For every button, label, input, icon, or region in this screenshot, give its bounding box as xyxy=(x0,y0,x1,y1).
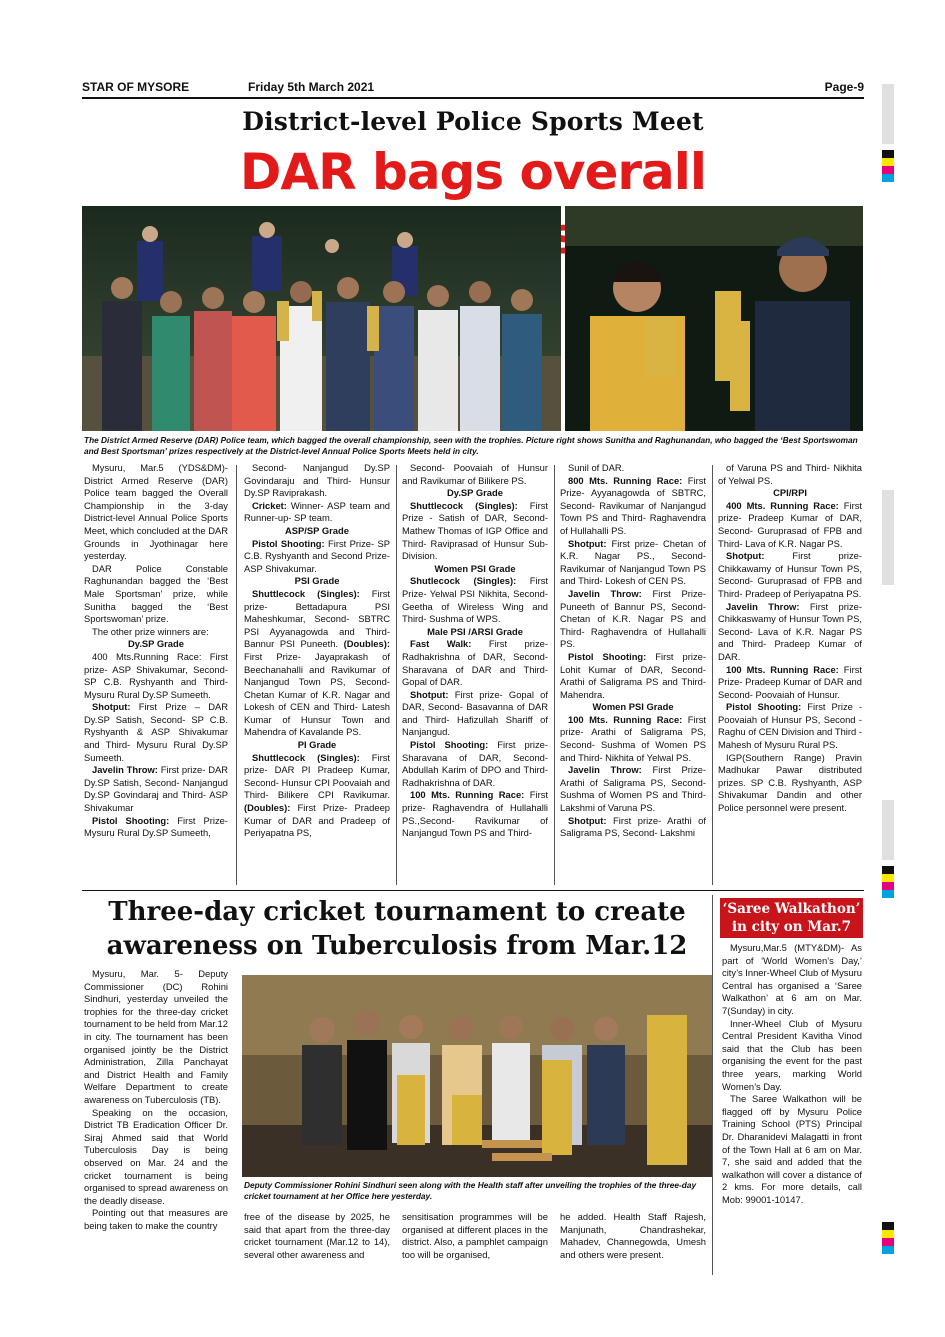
paragraph: Shotput: First prize- Arathi of Saligrama PS, Second- Lakshmi xyxy=(560,814,706,839)
column-divider xyxy=(554,465,555,885)
paragraph: Shuttlecock (Singles): First prize- DAR PI Pradeep Kumar, Second- Hunsur CPI Poovaiah and Third- Bilikere CPI Ravikumar. (Doubles): First Prize- Pradeep Kumar of DAR and Pradeep of Periyapatna PS, xyxy=(244,751,390,839)
lead-headline: DAR bags overall xyxy=(239,143,707,201)
paragraph: he added. Health Staff Rajesh, Manjunath, Chandrashekar, Mahadev, Channegowda, Umesh and others were present. xyxy=(560,1211,706,1260)
cricket-column-2 xyxy=(244,1211,390,1261)
column-divider xyxy=(396,465,397,885)
paragraph: DAR Police Constable Raghunandan bagged the ‘Best Male Sportsman’ prize, while Sunitha bagged the ‘Best Sportswoman’ prize. xyxy=(84,562,228,625)
paragraph: Shuttlecock (Singles): First prize- Bettadapura PSI Maheshkumar, Second- SBTRC PSI Ayyanagowda and Third- Bannur PSI Puneeth. (Doubles): First Prize- Jayaprakash of Beechanahalli and Ravikumar of Nanjangud Town PS, Second- Chetan Kumar of K.R. Nagar and Lokesh of CEN and Third- Latesh Kumar of Hunsur Town and Mahendra of Kavalande PS. xyxy=(244,587,390,738)
subhead: Male PSI /ARSI Grade xyxy=(427,625,523,637)
print-registration-bars-lower xyxy=(882,800,894,898)
paragraph: Sunil of DAR. xyxy=(568,462,625,473)
paragraph: Inner-Wheel Club of Mysuru Central President Kavitha Vinod said that the Club has been organising the event for the past three years, marking World Women’s Day. xyxy=(722,1017,862,1092)
subhead: ASP/SP Grade xyxy=(285,524,349,536)
article-column-1 xyxy=(84,462,228,840)
paragraph: Shotput: First prize- Chikkawamy of Hunsur Town PS, Second- Guruprasad of FPB and Third- Pradeep of Periyapatna PS. xyxy=(718,550,862,599)
section-rule xyxy=(82,890,864,891)
column-divider xyxy=(712,465,713,885)
paragraph: sensitisation programmes will be organised at different places in the district. Also, a pamphlet campaign too will be organised, xyxy=(402,1211,548,1260)
cricket-photo-caption: Deputy Commissioner Rohini Sindhuri seen along with the Health staff after unveiling the trophies of the three-day cricket tournament at her Office here yesterday. xyxy=(244,1180,697,1201)
article-column-3 xyxy=(402,462,548,840)
paragraph: The other prize winners are: xyxy=(92,625,209,637)
paragraph: Shuttlecock (Singles): First Prize - Satish of DAR, Second- Mathew Thomas of IGP Office and Third- Raviprasad of Hunsur Sub-Division. xyxy=(402,499,548,562)
cricket-column-3 xyxy=(402,1211,548,1261)
page-number: Page-9 xyxy=(824,80,864,94)
paragraph: Shutlecock (Singles): First Prize- Yelwal PSI Nikhita, Second- Geetha of Wireless Wing and Third- Sushma of WPS. xyxy=(402,575,548,625)
paragraph: Pistol Shooting: First Prize - Poovaiah of Hunsur PS, Second - Raghu of CEN Division and Third - Mahesh of Mysuru Rural PS. xyxy=(718,701,862,751)
subhead: CPI/RPI xyxy=(773,487,807,499)
best-sportsperson-photo xyxy=(565,206,863,431)
paragraph: Javelin Throw: First prize- Chikkaswamy of Hunsur Town PS, Second- Lava of K.R. Nagar PS and Third- Pradeep Kumar of DAR. xyxy=(718,600,862,662)
subhead: Women PSI Grade xyxy=(434,562,516,574)
paragraph: Mysuru,Mar.5 (MTY&DM)- As part of ‘World Women’s Day,’ city’s Inner-Wheel Club of Mysuru Central has organised a ‘Saree Walkathon’ at 6 am on Mar. 7(Sunday) in city. xyxy=(722,942,862,1016)
paragraph: Speaking on the occasion, District TB Eradication Officer Dr. Siraj Ahmed said that World Tuberculosis Day is being observed on Mar. 24 and the cricket tournament is being organised to spread awareness on the deadly disease. xyxy=(84,1106,228,1206)
paragraph: Second- Poovaiah of Hunsur and Ravikumar of Bilikere PS. xyxy=(402,462,548,486)
paragraph: Pistol Shooting: First prize- Lohit Kumar of DAR, Second- Arathi of Saligrama PS and Third- Mahendra. xyxy=(560,650,706,700)
paragraph: of Varuna PS and Third- Nikhita of Yelwal PS. xyxy=(718,462,862,486)
paragraph: Shotput: First prize- Gopal of DAR, Second- Basavanna of DAR and Third- Hafizullah Shariff of Nanjangud. xyxy=(402,688,548,738)
team-photo xyxy=(82,206,561,431)
paragraph: free of the disease by 2025, he said that apart from the three-day cricket tournament (Mar.12 to 14), several other awareness and xyxy=(244,1211,390,1260)
paragraph: Mysuru, Mar.5 (YDS&DM)- District Armed Reserve (DAR) Police team bagged the Overall Championship in the 3-day District-level Annual Police Sports Meet, which concluded at the DAR Grounds in Jyothinagar here yesterday. xyxy=(84,462,228,562)
paragraph: Mysuru, Mar. 5- Deputy Commissioner (DC) Rohini Sindhuri, yesterday unveiled the trophies for the three-day cricket tournament to be held from Mar.12 in city. The tournament has been organised jointly be the District Administration, Zilla Panchayat and District Health and Family Welfare Department to create awareness on Tuberculosis (TB). xyxy=(84,968,228,1105)
cricket-headline-line2: awareness on Tuberculosis from Mar.12 xyxy=(106,931,688,961)
lead-photo-caption: The District Armed Reserve (DAR) Police team, which bagged the overall championship, seen with the trophies. Picture right shows Sunitha and Raghunandan, who bagged the ‘Best Sportswoman and Best Sportsman’ prizes respectively at the District-level Annual Police Sports Meets held in city. xyxy=(84,435,858,456)
cricket-trophy-photo xyxy=(242,975,712,1177)
subhead: Women PSI Grade xyxy=(592,701,674,713)
article-column-5 xyxy=(718,462,862,815)
article-column-4 xyxy=(560,462,706,840)
subhead: Dy.SP Grade xyxy=(447,487,503,499)
article-column-2 xyxy=(244,462,390,840)
paragraph: Pistol Shooting: First prize- Sharavana of DAR, Second- Abdullah Karim of DPO and Third- Radhakrishna of DAR. xyxy=(402,739,548,788)
paragraph: The Saree Walkathon will be flagged off by Mysuru Police Training School (PTS) Principal Dr. Dharanidevi Malagatti in front of the Town Hall at 6 am on Mar. 7, she said and added that the walkathon will cover a distance of 2 kms. For more details, call Mob: 99001-10147. xyxy=(722,1093,862,1205)
masthead xyxy=(82,80,864,96)
paragraph: 800 Mts. Running Race: First Prize- Ayyanagowda of SBTRC, Second- Ravikumar of Nanjangud Town PS and Third- Raghavendra of Hullahalli PS. xyxy=(560,474,706,536)
print-registration-bars-bottom xyxy=(882,1222,894,1254)
paragraph: Cricket: Winner- ASP team and Runner-up- SP team. xyxy=(244,499,390,524)
print-registration-bars-mid xyxy=(882,490,894,585)
saree-headline xyxy=(720,898,863,938)
paragraph: Pointing out that measures are being taken to make the country xyxy=(84,1207,228,1231)
paragraph: Pistol Shooting: First Prize- Mysuru Rural Dy.SP Sumeeth, xyxy=(84,814,228,839)
paragraph: Javelin Throw: First Prize- Arathi of Saligrama PS, Second-Sushma of Women PS and Third- Lakshmi of Varuna PS. xyxy=(560,764,707,814)
paper-name: STAR OF MYSORE xyxy=(82,80,190,94)
paragraph: Pistol Shooting: First Prize- SP C.B. Ryshyanth and Second Prize- ASP Shivakumar. xyxy=(244,537,390,574)
paragraph: Fast Walk: First prize- Radhakrishna of DAR, Second- Sharavana of DAR and Third- Gopal of DAR. xyxy=(402,638,548,688)
subhead: Dy.SP Grade xyxy=(128,638,184,650)
subhead: PI Grade xyxy=(297,739,337,751)
paragraph: Shotput: First prize- Chetan of K.R. Nagar PS., Second- Ravikumar of Nanjangud Town PS and Third- Lokesh of CEN PS. xyxy=(560,537,706,587)
paragraph: 100 Mts. Running Race: First Prize- Pradeep Kumar of DAR and Second- Poovaiah of Hunsur. xyxy=(718,663,862,700)
paragraph: 400 Mts.Running Race: First prize- ASP Shivakumar, Second- SP C.B. Ryshyanth and Third- Mysuru Rural Dy.SP Sumeeth. xyxy=(84,650,228,700)
issue-date: Friday 5th March 2021 xyxy=(248,80,375,94)
cricket-column-1 xyxy=(84,968,228,1232)
saree-headline-line2: in city on Mar.7 xyxy=(732,919,851,935)
print-registration-bars-top xyxy=(882,84,894,182)
paragraph: Shotput: First Prize – DAR Dy.SP Satish, Second- SP C.B. Ryshyanth & ASP Shivakumar and Third- Mysuru Rural Dy.SP Sumeeth. xyxy=(84,701,228,763)
paragraph: 100 Mts. Running Race: First prize- Arathi of Saligrama PS, Second- Sushma of Women PS and Third- Nikhita of Yelwal PS. xyxy=(560,713,706,763)
column-divider xyxy=(236,465,237,885)
saree-headline-line1: ‘Saree Walkathon’ xyxy=(722,901,861,917)
paragraph: 400 Mts. Running Race: First prize- Pradeep Kumar of DAR, Second- Guruprasad of FPB and Third- Lava of K.R. Nagar PS. xyxy=(718,499,862,549)
paragraph: Javelin Throw: First prize- DAR Dy.SP Satish, Second- Nanjangud Dy.SP Govindaraj and Third- ASP Shivakumar xyxy=(84,764,229,814)
paragraph: 100 Mts. Running Race: First prize- Raghavendra of Hullahalli PS.,Second- Ravikumar of Nanjangud Town PS and Third- xyxy=(402,789,548,839)
masthead-rule xyxy=(82,97,864,99)
subhead: PSI Grade xyxy=(294,575,340,587)
column-divider xyxy=(712,895,713,1275)
paragraph: IGP(Southern Range) Pravin Madhukar Pawar distributed prizes. SP C.B. Ryshyanth, ASP Shivakumar Dandin and other Police personnel were present. xyxy=(718,751,862,814)
paragraph: Javelin Throw: First Prize- Puneeth of Bannur PS, Second- Chetan of K.R. Nagar PS and Third- Raghavendra of Hullahalli PS. xyxy=(560,587,707,650)
saree-column xyxy=(722,942,862,1206)
paragraph: Second- Nanjangud Dy.SP Govindaraju and Third- Hunsur Dy.SP Raviprakash. xyxy=(244,462,390,499)
lead-kicker: District-level Police Sports Meet xyxy=(242,107,704,136)
cricket-headline-line1: Three-day cricket tournament to create xyxy=(108,897,686,927)
cricket-column-4 xyxy=(560,1211,706,1261)
